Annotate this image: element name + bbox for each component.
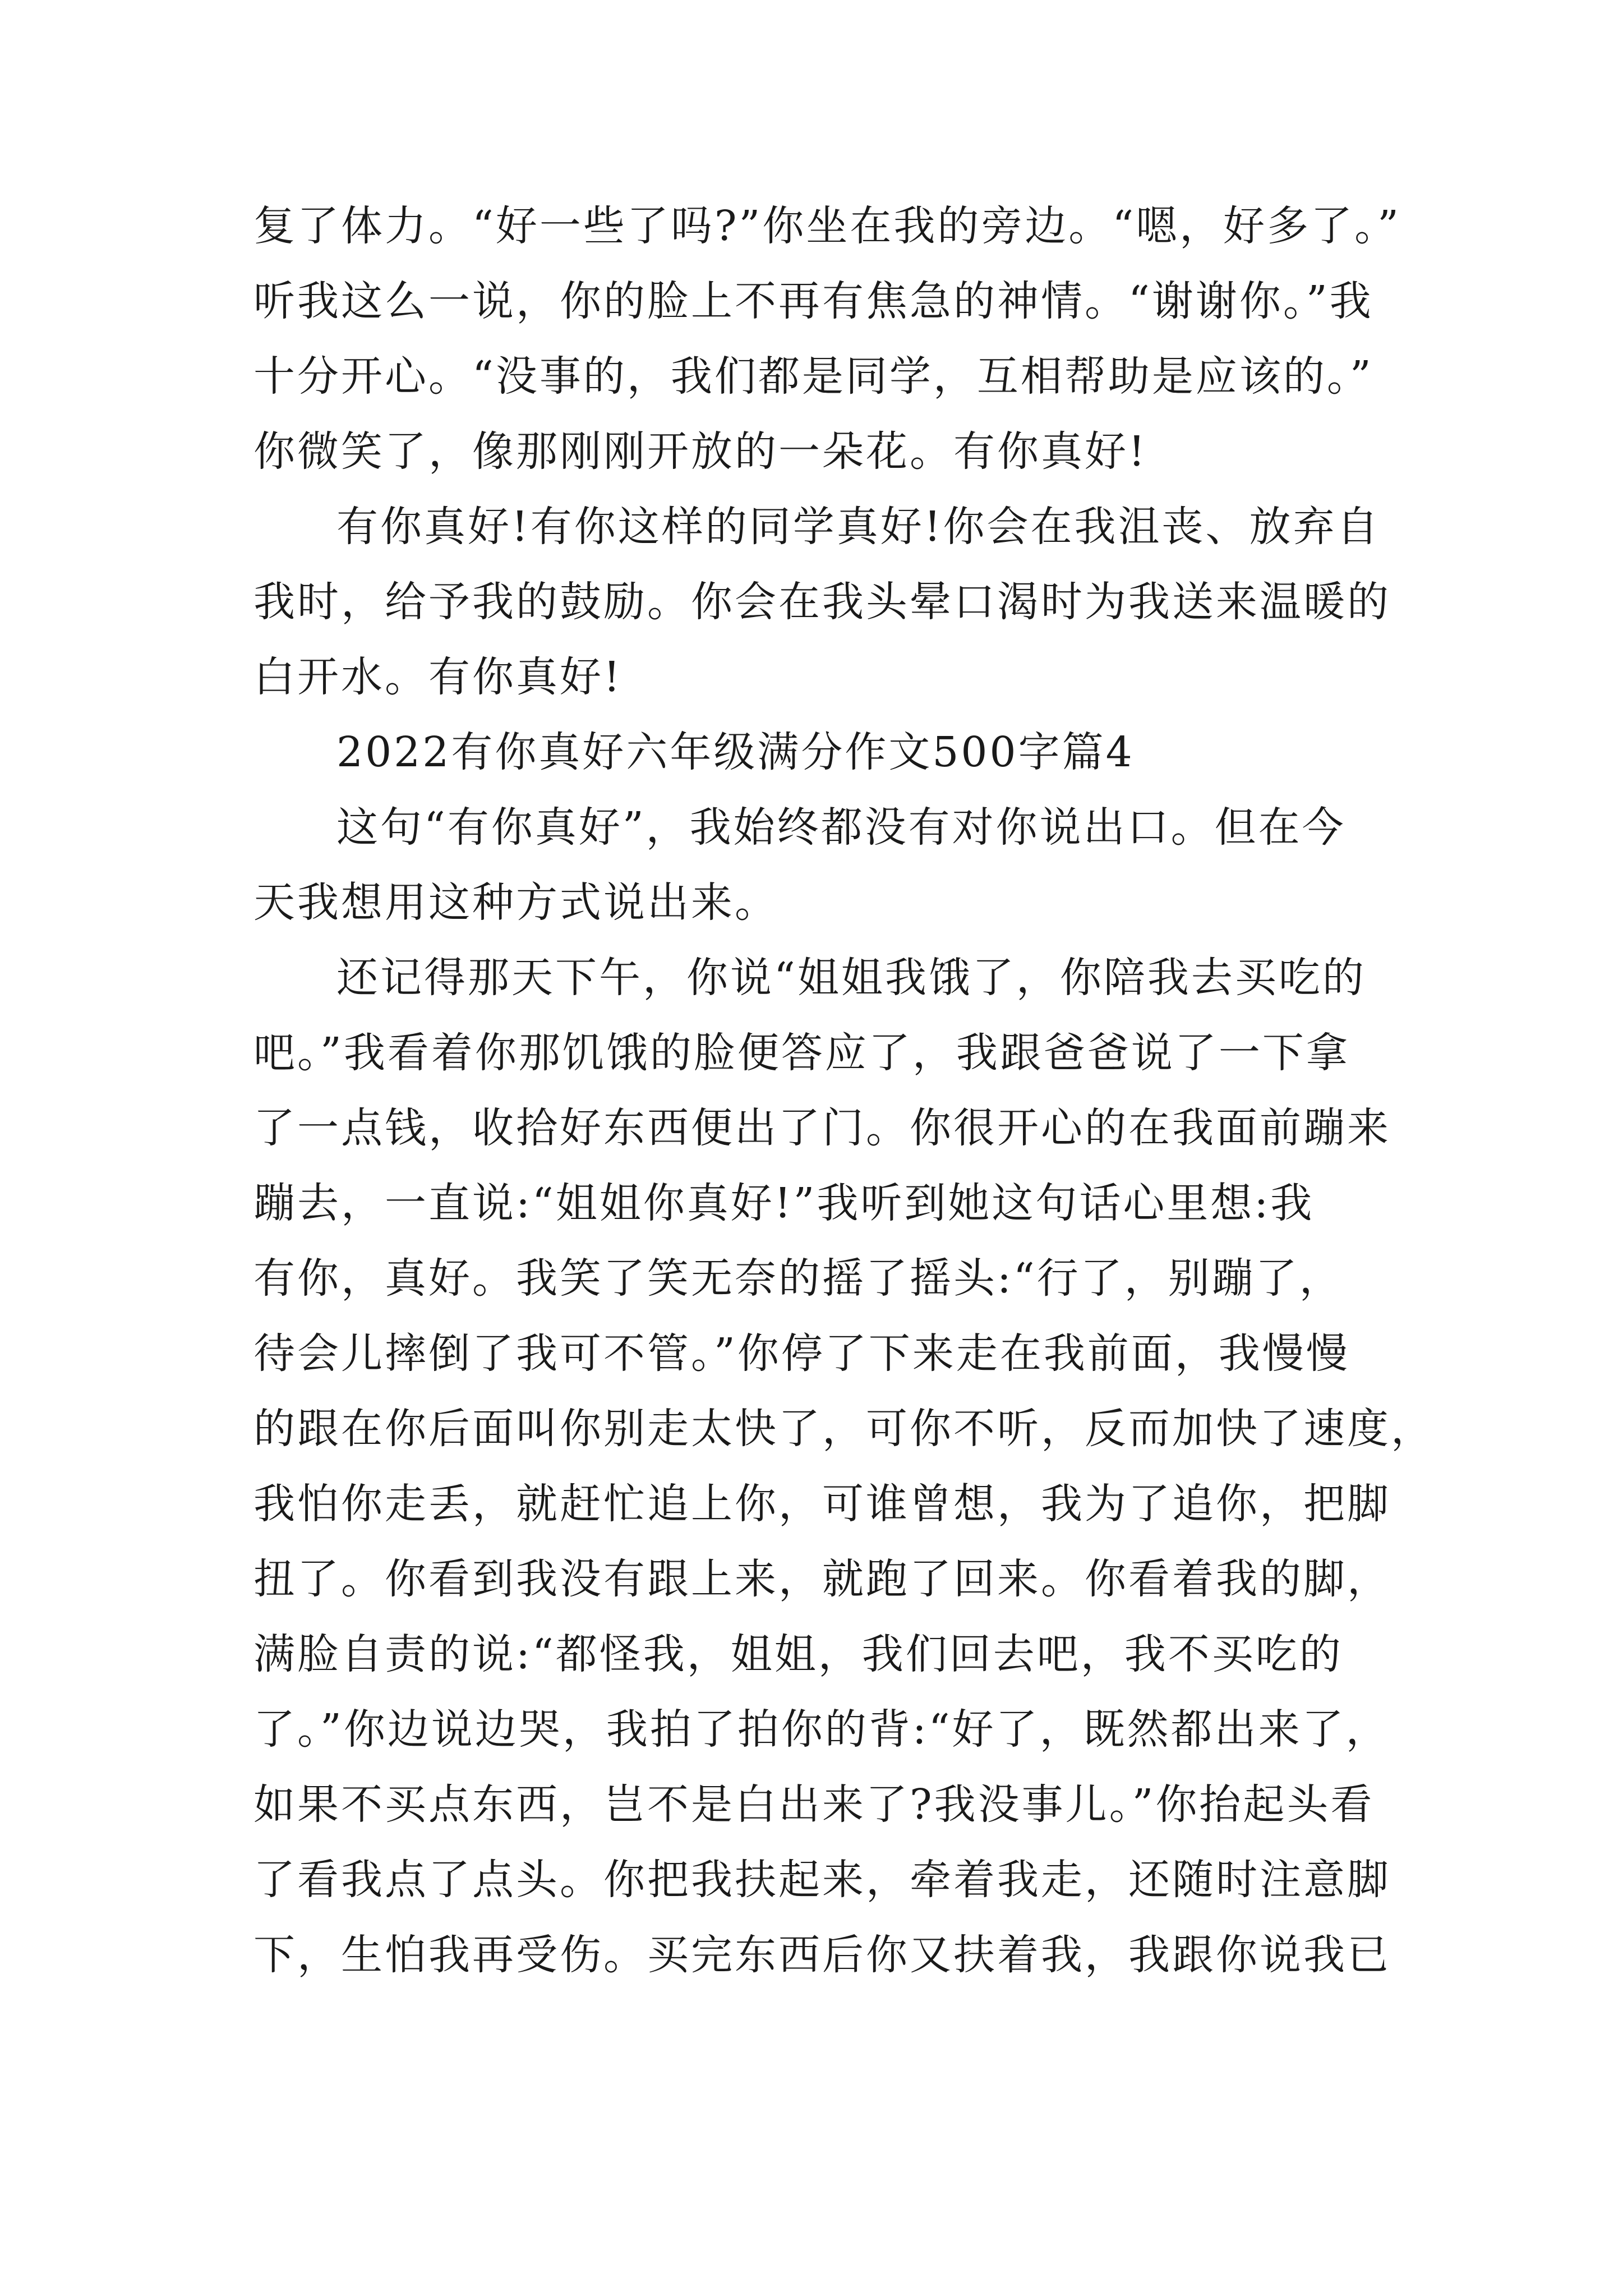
text-line: 我怕你走丢，就赶忙追上你，可谁曾想，我为了追你，把脚 [253,1480,1391,1528]
text-line: 我时，给予我的鼓励。你会在我头晕口渴时为我送来温暖的 [253,578,1391,626]
text-line: 天我想用这种方式说出来。 [253,878,778,927]
text-line: 下，生怕我再受伤。买完东西后你又扶着我，我跟你说我已 [253,1931,1391,1979]
text-line: 如果不买点东西，岂不是白出来了?我没事儿。”你抬起头看 [253,1780,1375,1829]
text-line: 了。”你边说边哭，我拍了拍你的背:“好了，既然都出来了， [253,1705,1390,1754]
text-line: 了看我点了点头。你把我扶起来，牵着我走，还随时注意脚 [253,1856,1391,1904]
text-line: 满脸自责的说:“都怪我，姐姐，我们回去吧，我不买吃的 [253,1630,1343,1678]
text-line: 复了体力。“好一些了吗?”你坐在我的旁边。“嗯，好多了。” [253,202,1401,250]
text-line: 还记得那天下午，你说“姐姐我饿了，你陪我去买吃的 [336,954,1366,1002]
text-line: 蹦去，一直说:“姐姐你真好!”我听到她这句话心里想:我 [253,1179,1315,1227]
text-line: 扭了。你看到我没有跟上来，就跑了回来。你看着我的脚， [253,1555,1391,1603]
text-line: 白开水。有你真好! [253,653,623,701]
section-heading: 2022有你真好六年级满分作文500字篇4 [336,728,1135,776]
text-line: 听我这么一说，你的脸上不再有焦急的神情。“谢谢你。”我 [253,277,1373,325]
text-line: 了一点钱，收拾好东西便出了门。你很开心的在我面前蹦来 [253,1104,1391,1152]
text-line: 有你，真好。我笑了笑无奈的摇了摇头:“行了，别蹦了， [253,1254,1343,1303]
text-line: 十分开心。“没事的，我们都是同学，互相帮助是应该的。” [253,352,1373,401]
text-line: 有你真好!有你这样的同学真好!你会在我沮丧、放弃自 [336,503,1381,551]
text-line: 待会儿摔倒了我可不管。”你停了下来走在我前面，我慢慢 [253,1329,1350,1378]
text-line: 这句“有你真好”，我始终都没有对你说出口。但在今 [336,803,1346,852]
article-body [253,188,1435,1993]
text-line: 你微笑了，像那刚刚开放的一朵花。有你真好! [253,427,1147,476]
text-line: 的跟在你后面叫你别走太快了，可你不听，反而加快了速度， [253,1405,1435,1453]
text-line: 吧。”我看着你那饥饿的脸便答应了，我跟爸爸说了一下拿 [253,1029,1350,1077]
